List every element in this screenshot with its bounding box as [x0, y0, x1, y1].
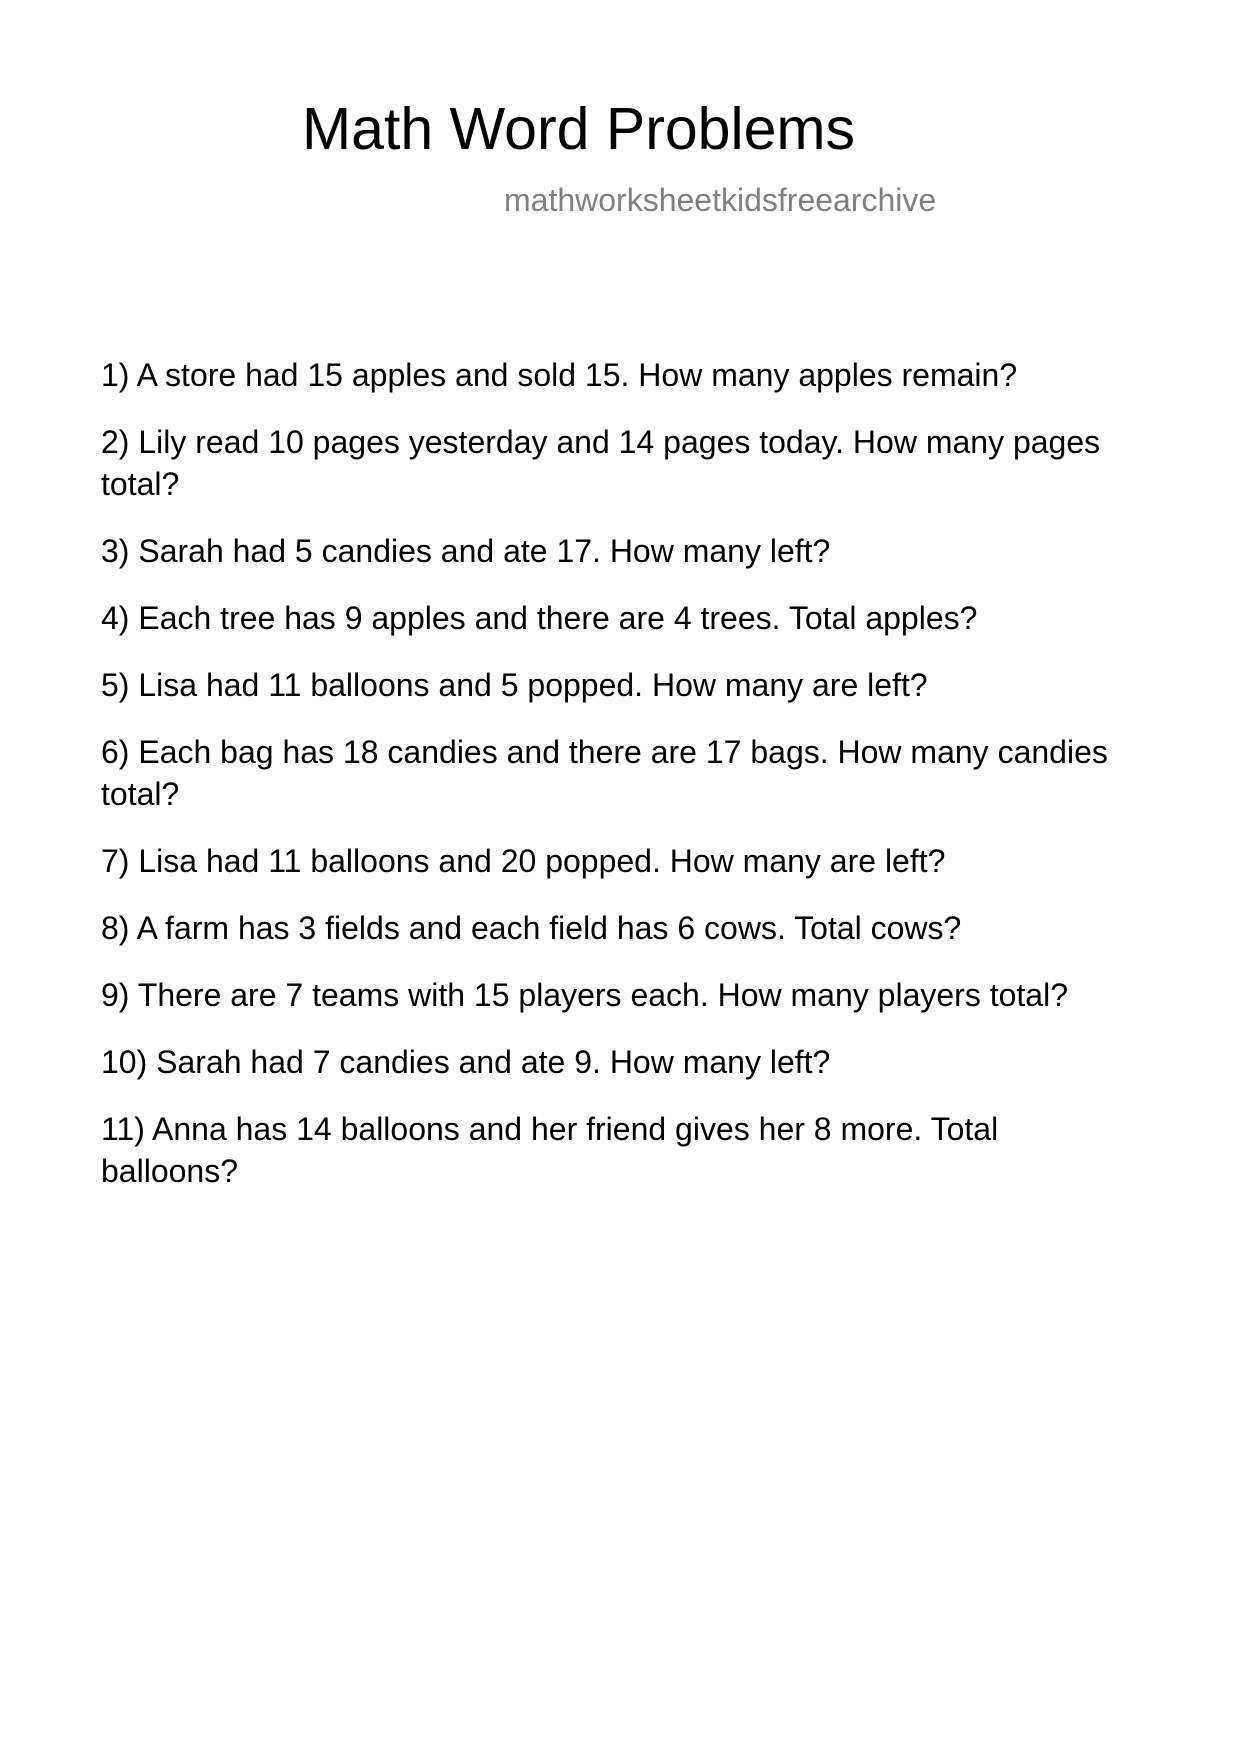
- problem-item: 9) There are 7 teams with 15 players each. How many players total?: [101, 977, 1068, 1013]
- worksheet-title: Math Word Problems: [302, 96, 856, 162]
- problem-item: 3) Sarah had 5 candies and ate 17. How many left?: [101, 533, 831, 569]
- problem-item: 1) A store had 15 apples and sold 15. How many apples remain?: [101, 357, 1018, 393]
- problem-item: 11) Anna has 14 balloons and her friend gives her 8 more. Total balloons?: [101, 1111, 999, 1189]
- source-label: mathworksheetkidsfreearchive: [504, 182, 937, 218]
- problem-item: 4) Each tree has 9 apples and there are 4 trees. Total apples?: [101, 600, 978, 636]
- problem-item: 8) A farm has 3 fields and each field has 6 cows. Total cows?: [101, 910, 962, 946]
- problem-item: 6) Each bag has 18 candies and there are 17 bags. How many candies total?: [101, 734, 1108, 812]
- problem-item: 7) Lisa had 11 balloons and 20 popped. How many are left?: [101, 843, 946, 879]
- problem-list: [101, 354, 1141, 1217]
- problem-item: 5) Lisa had 11 balloons and 5 popped. How many are left?: [101, 667, 928, 703]
- problem-item: 2) Lily read 10 pages yesterday and 14 pages today. How many pages total?: [101, 424, 1101, 502]
- problem-item: 10) Sarah had 7 candies and ate 9. How many left?: [101, 1044, 831, 1080]
